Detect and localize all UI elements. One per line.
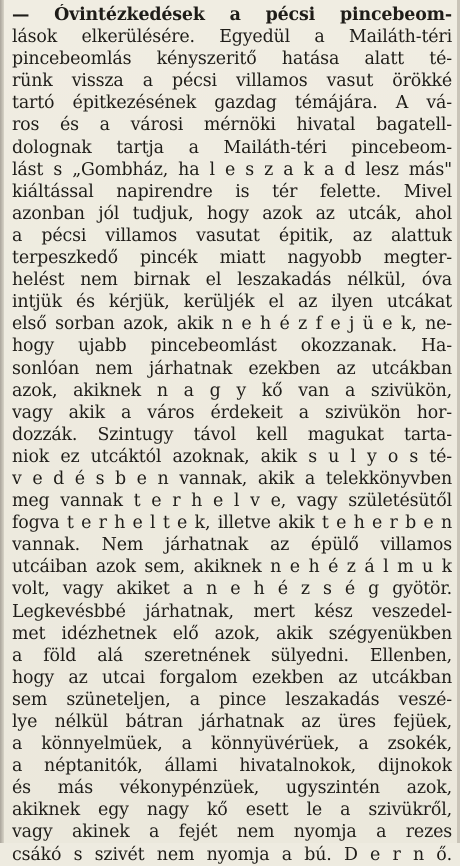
article-line: dolognak tartja a Mailáth-téri pincebeom- (12, 137, 452, 158)
article-line: sonlóan nem járhatnak ezekben az utcákban (12, 358, 452, 379)
article-line: pincebeomlás kényszeritő hatása alatt té- (12, 49, 452, 70)
article-line: niok ez utcáktól azoknak, akik s u l y o s té- (12, 446, 452, 467)
article-line: akiknek egy nagy kő esett le a szivükről, (12, 800, 452, 821)
article-line: kiáltással napirendre is tér felette. Mivel (12, 181, 452, 202)
article-line: Legkevésbbé járhatnak, mert kész veszedel- (12, 601, 452, 622)
article-line: met idézhetnek elő azok, akik szégyenükben (12, 623, 452, 644)
article-line: azok, akiknek n a g y kő van a szivükön, (12, 380, 452, 401)
article-line: intjük és kérjük, kerüljék el az ilyen utcákat (12, 292, 452, 313)
article-line: ros és a városi mérnöki hivatal bagatell- (12, 115, 452, 136)
article-line: dozzák. Szintugy távol kell magukat tarta- (12, 424, 452, 445)
article-line: hogy az utcai forgalom ezekben az utcákban (12, 667, 452, 688)
article-line: vagy akik a város érdekeit a szivükön hor- (12, 402, 452, 423)
article-line: utcáiban azok sem, akiknek n e h é z á l m u k (12, 557, 452, 578)
article-line: fogva t e r h e l t e k, illetve akik t e h e r b e n (12, 513, 452, 534)
article-line: és más vékonypénzüek, ugyszintén azok, (12, 778, 452, 799)
article-line: lye nélkül bátran járhatnak az üres fejüek, (12, 712, 452, 732)
article-line: lások elkerülésére. Egyedül a Mailáth-téri (12, 27, 452, 48)
article-line: azonban jól tudjuk, hogy azok az utcák, ahol (12, 203, 452, 224)
article-line: vagy akinek a fejét nem nyomja a rezes (12, 822, 452, 843)
article-line: a pécsi villamos vasutat épitik, az alattuk (12, 225, 452, 246)
article-line: sem szüneteljen, a pince leszakadás veszé- (12, 689, 452, 710)
article-line: hogy ujabb pincebeomlást okozzanak. Ha- (12, 336, 452, 357)
article-line: a föld alá szeretnének sülyedni. Ellenben, (12, 645, 452, 666)
article-line: v e d é s b e n vannak, akik a telekkönyvben (12, 468, 452, 489)
article-line: a néptanitók, állami hivatalnokok, dijnokok (12, 756, 452, 777)
article-line: vannak. Nem járhatnak az épülő villamos (12, 535, 452, 556)
article-signature-line: csákó s szivét nem nyomja a bú. D e r n ő. (12, 844, 452, 865)
article-line: tartó épitkezésének gazdag témájára. A vá- (12, 93, 452, 114)
article-line: helést nem birnak el leszakadás nélkül, óva (12, 270, 452, 291)
article-body (12, 4, 452, 866)
article-line: lást s „Gombház, ha l e s z a k a d lesz más" (12, 159, 452, 180)
article-line: meg vannak t e r h e l v e, vagy születésütől (12, 491, 452, 512)
article-line: a könnyelmüek, a könnyüvérüek, a zsokék, (12, 734, 452, 755)
article-line: első sorban azok, akik n e h é z f e j ü e k, ne- (12, 314, 452, 335)
page-edge-left (0, 0, 4, 843)
article-heading-line: — Óvintézkedések a pécsi pincebeom- (12, 5, 452, 25)
article-line: terpeszkedő pincék miatt nagyobb megter- (12, 248, 452, 269)
article-line: rünk vissza a pécsi villamos vasut örökké (12, 71, 452, 92)
article-line: volt, vagy akiket a n e h é z s é g gyötör. (12, 579, 452, 600)
